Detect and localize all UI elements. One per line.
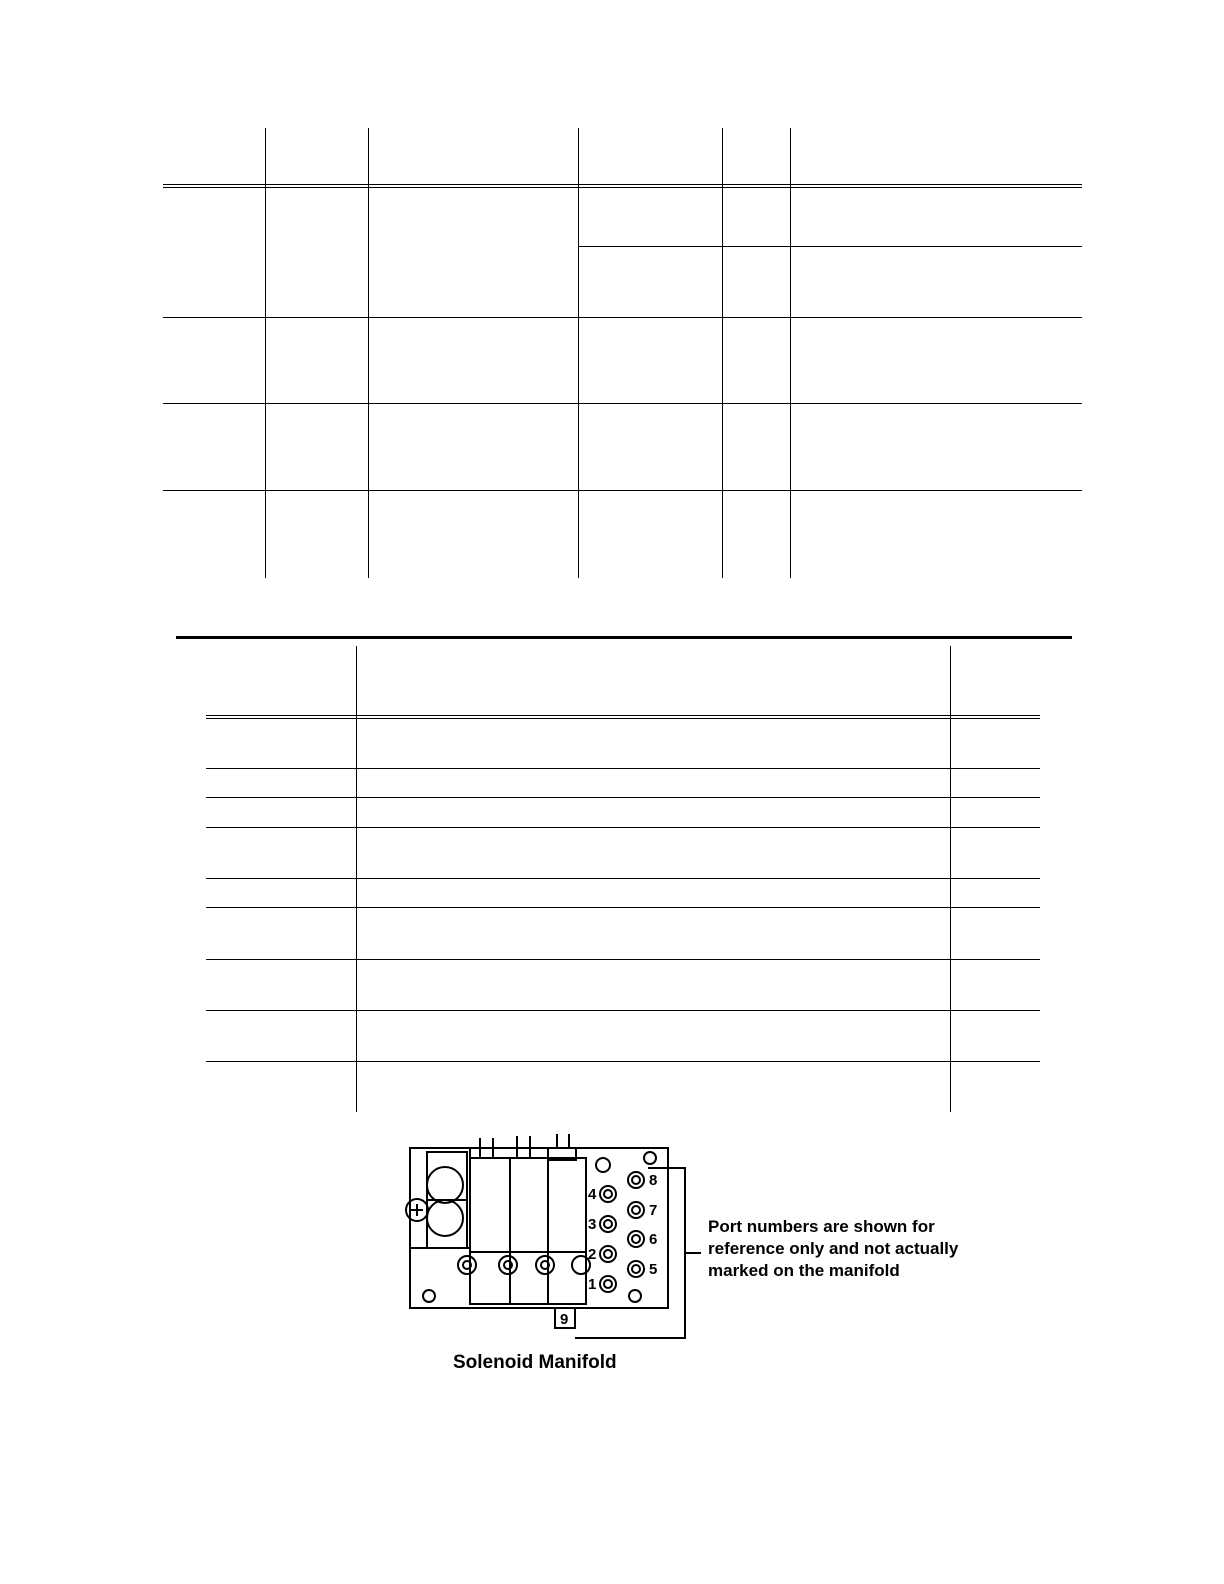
port-label: 1 — [588, 1276, 597, 1293]
port-note-line: reference only and not actually — [708, 1239, 959, 1258]
table-1-row-rule — [163, 490, 1082, 491]
port-label: 4 — [588, 1186, 597, 1203]
table-1-header-rule — [163, 184, 1082, 188]
table-1-column-rule — [722, 128, 723, 578]
table-2-header-rule — [206, 715, 1040, 719]
table-1-column-rule — [578, 128, 579, 578]
port-label: 2 — [588, 1246, 597, 1263]
section-divider — [176, 636, 1072, 639]
table-1-row-rule — [578, 246, 1082, 247]
table-2-row-rule — [206, 878, 1040, 879]
table-2-row-rule — [206, 797, 1040, 798]
table-1-column-rule — [368, 128, 369, 578]
table-2-row-rule — [206, 1061, 1040, 1062]
port-note-line: Port numbers are shown for — [708, 1217, 935, 1236]
table-2-row-rule — [206, 768, 1040, 769]
port-note-line: marked on the manifold — [708, 1261, 900, 1280]
port-label: 6 — [649, 1231, 658, 1248]
table-1-row-rule — [163, 403, 1082, 404]
table-2-column-rule — [356, 646, 357, 1112]
table-1-column-rule — [265, 128, 266, 578]
port-label: 5 — [649, 1261, 658, 1278]
port-label: 8 — [649, 1172, 658, 1189]
table-1-row-rule — [163, 317, 1082, 318]
table-2-row-rule — [206, 907, 1040, 908]
port-label: 9 — [560, 1311, 569, 1328]
port-label: 3 — [588, 1216, 597, 1233]
figure-caption: Solenoid Manifold — [453, 1352, 617, 1373]
table-1-column-rule — [790, 128, 791, 578]
table-2-row-rule — [206, 827, 1040, 828]
table-2-row-rule — [206, 1010, 1040, 1011]
port-label: 7 — [649, 1202, 658, 1219]
table-2-row-rule — [206, 959, 1040, 960]
table-2-column-rule — [950, 646, 951, 1112]
port-note — [708, 1216, 958, 1282]
